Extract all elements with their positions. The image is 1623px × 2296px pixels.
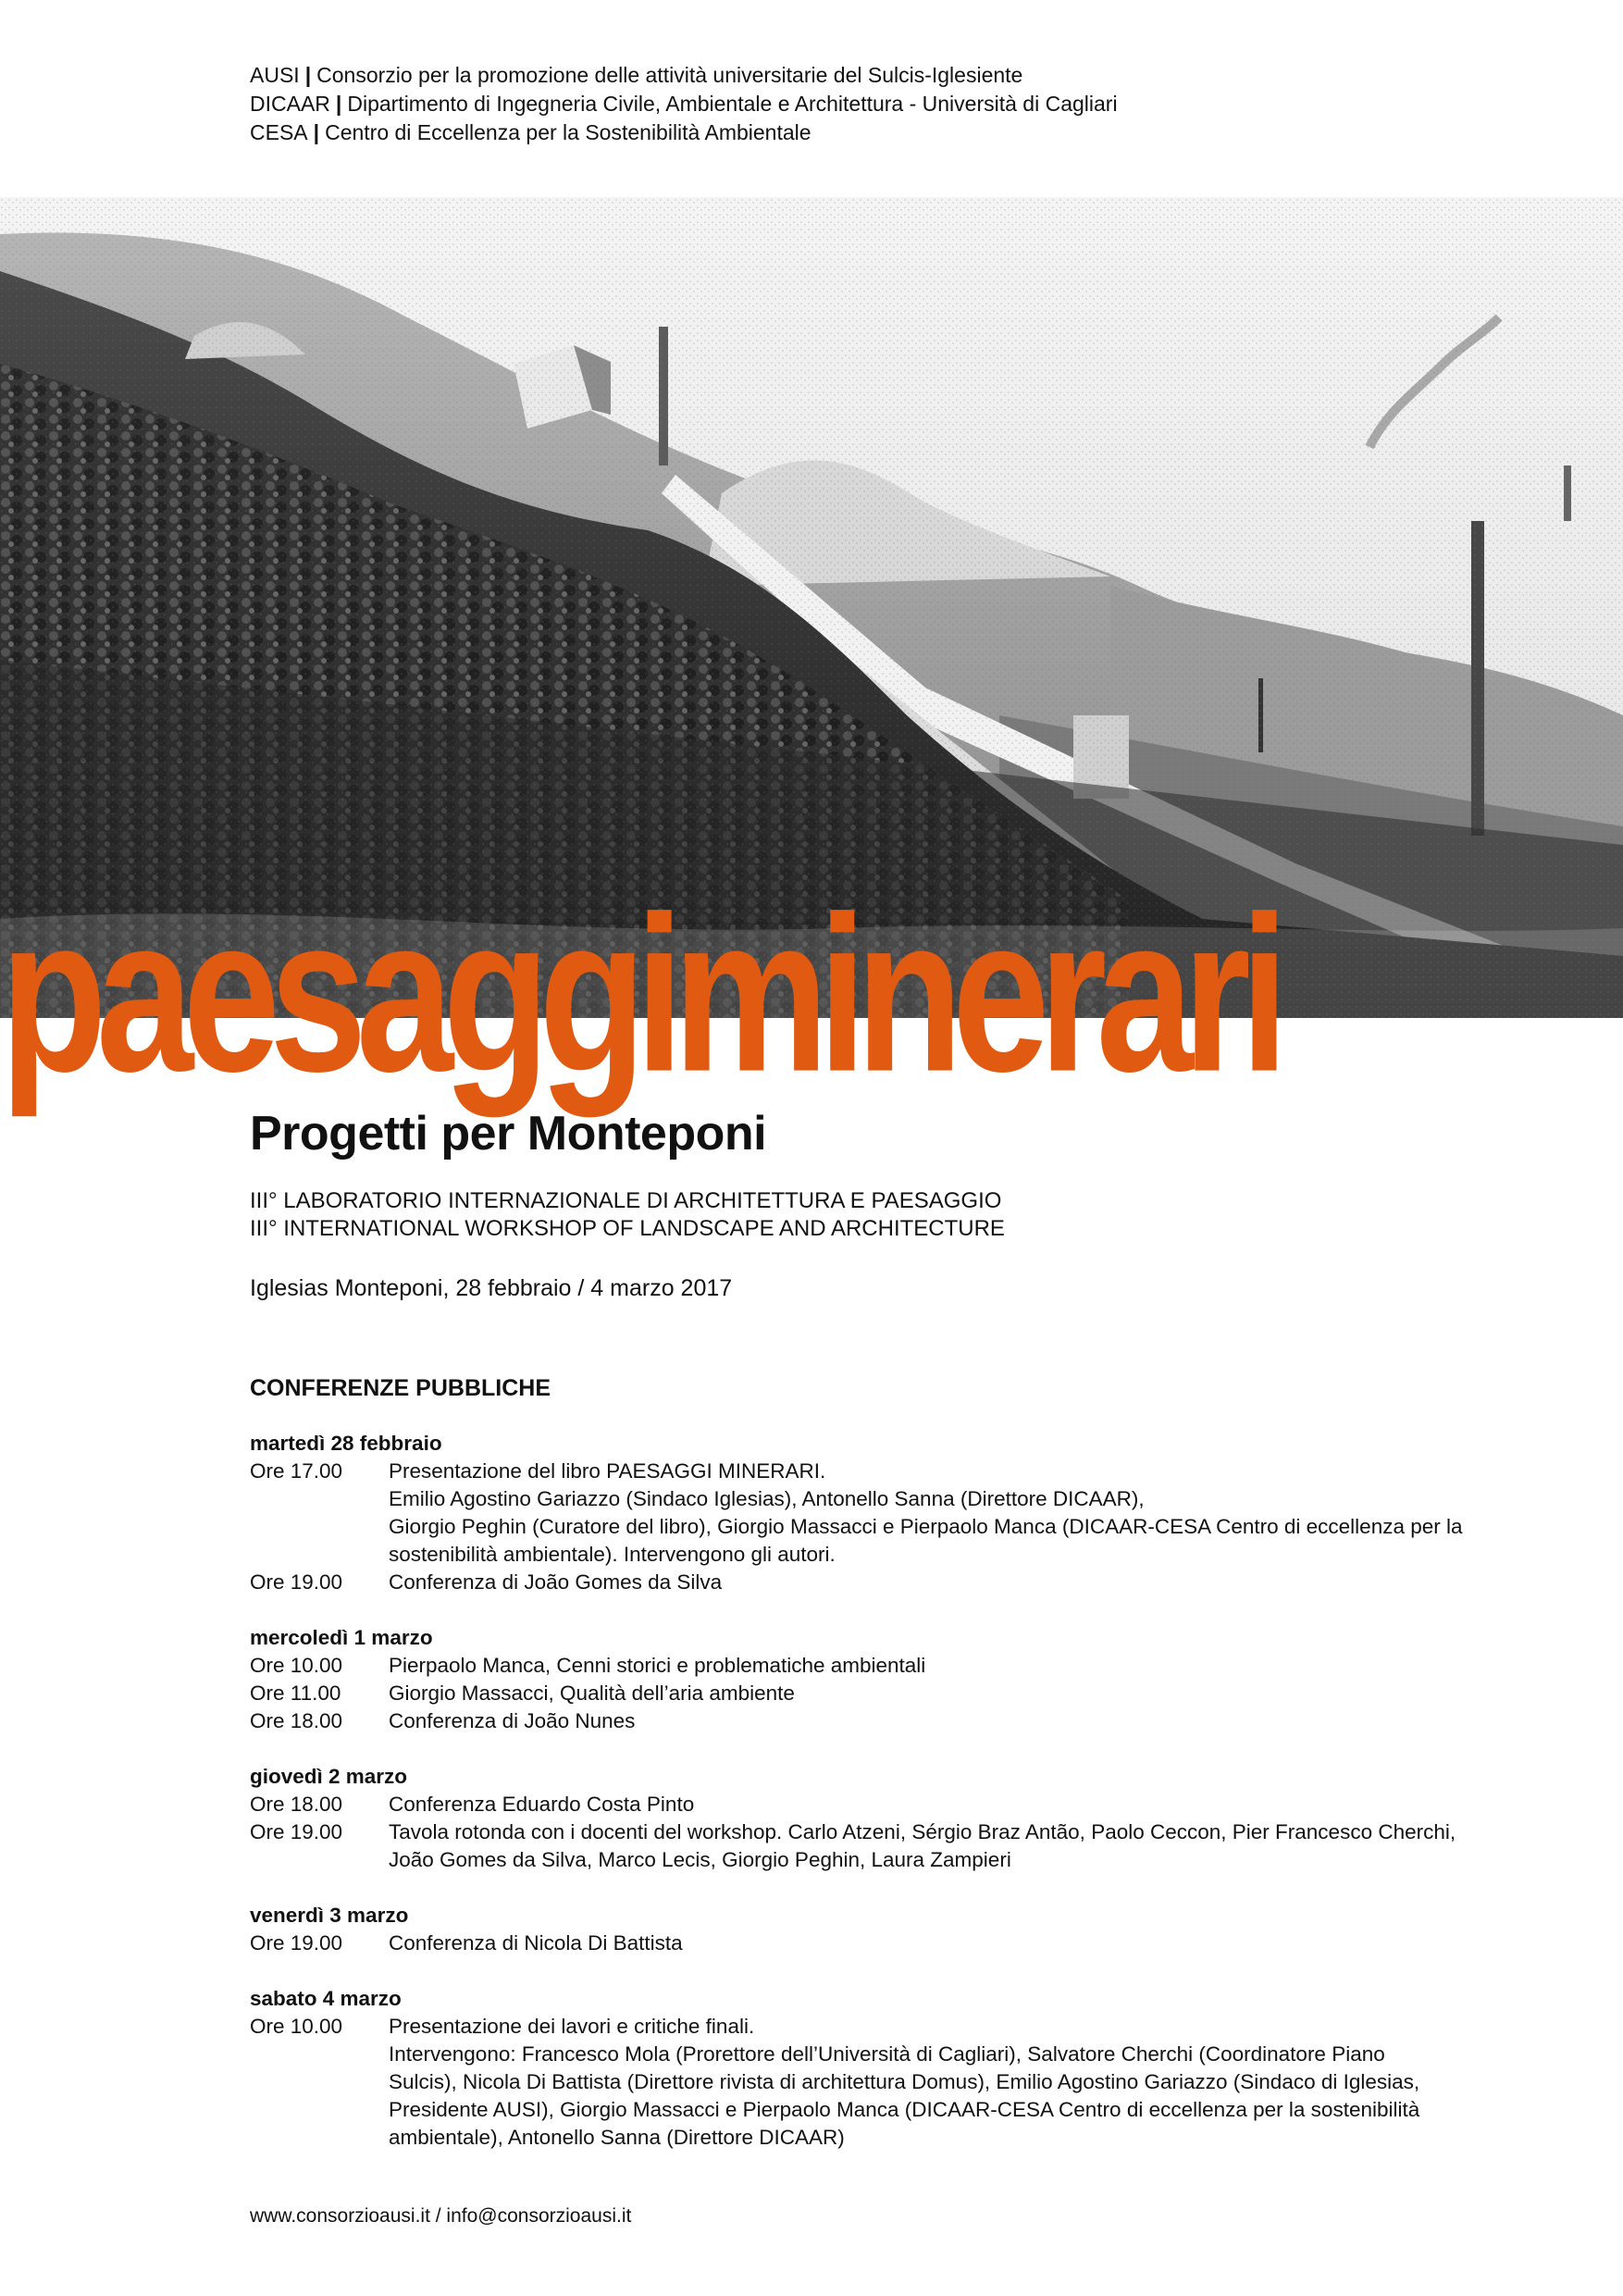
header-separator: | <box>335 92 342 116</box>
event-description <box>389 1930 1527 1957</box>
schedule-event <box>250 1458 1527 1569</box>
main-title: paesaggiminerari <box>0 871 1279 1119</box>
event-line: Presentazione dei lavori e critiche finali. <box>389 2015 755 2038</box>
contact-footer[interactable]: www.consorzioausi.it / info@consorzioausi.it <box>250 2205 632 2227</box>
schedule-day <box>250 1902 1527 1957</box>
schedule-day <box>250 1763 1527 1874</box>
event-description <box>389 1652 1527 1680</box>
day-name: martedì 28 febbraio <box>250 1432 442 1455</box>
day-name: mercoledì 1 marzo <box>250 1626 433 1649</box>
event-line: Presentazione del libro PAESAGGI MINERARI. <box>389 1459 826 1483</box>
schedule-event <box>250 1680 1527 1707</box>
schedule-event <box>250 1707 1527 1735</box>
header-name: Consorzio per la promozione delle attività universitarie del Sulcis-Iglesiente <box>316 63 1023 87</box>
day-name: giovedì 2 marzo <box>250 1765 408 1788</box>
event-line: Intervengono: Francesco Mola (Prorettore dell’Università di Cagliari), Salvatore Cherchi (Coordinatore Piano <box>389 2042 1385 2066</box>
workshop-title-italian: III° LABORATORIO INTERNAZIONALE DI ARCHITETTURA E PAESAGGIO <box>250 1188 1002 1213</box>
event-line: Conferenza di João Gomes da Silva <box>389 1570 723 1594</box>
event-description <box>389 2013 1527 2152</box>
schedule-event <box>250 1930 1527 1957</box>
event-description <box>389 1680 1527 1707</box>
header-abbr: AUSI <box>250 63 300 87</box>
workshop-description <box>250 1187 1005 1243</box>
event-line: Conferenza Eduardo Costa Pinto <box>389 1793 695 1816</box>
event-description <box>389 1791 1527 1818</box>
event-time: Ore 17.00 <box>250 1459 343 1483</box>
header-name: Centro di Eccellenza per la Sostenibilità Ambientale <box>325 120 812 144</box>
event-time: Ore 19.00 <box>250 1820 343 1843</box>
event-line: Conferenza di Nicola Di Battista <box>389 1931 683 1955</box>
event-time: Ore 10.00 <box>250 1654 343 1677</box>
event-line: Sulcis), Nicola Di Battista (Direttore rivista di architettura Domus), Emilio Agostino Gariazzo (Sindaco di Iglesias, <box>389 2070 1420 2093</box>
event-description <box>389 1818 1527 1874</box>
conferences-heading: CONFERENZE PUBBLICHE <box>250 1375 551 1401</box>
header-separator: | <box>313 120 320 144</box>
event-line: Conferenza di João Nunes <box>389 1709 636 1732</box>
event-description <box>389 1707 1527 1735</box>
conference-schedule <box>250 1430 1527 2179</box>
subtitle: Progetti per Monteponi <box>250 1107 767 1160</box>
header-name: Dipartimento di Ingegneria Civile, Ambientale e Architettura - Università di Cagliari <box>347 92 1118 116</box>
header-line-ausi <box>250 61 1118 90</box>
schedule-day <box>250 1985 1527 2152</box>
place-and-date: Iglesias Monteponi, 28 febbraio / 4 marzo 2017 <box>250 1275 733 1301</box>
schedule-day <box>250 1430 1527 1596</box>
workshop-title-english: III° INTERNATIONAL WORKSHOP OF LANDSCAPE AND ARCHITECTURE <box>250 1216 1005 1241</box>
header-line-dicaar <box>250 90 1118 118</box>
schedule-event <box>250 1569 1527 1596</box>
day-name: venerdì 3 marzo <box>250 1904 409 1927</box>
event-time: Ore 11.00 <box>250 1682 341 1705</box>
day-name: sabato 4 marzo <box>250 1987 402 2010</box>
event-time: Ore 18.00 <box>250 1793 343 1816</box>
event-line: Giorgio Massacci, Qualità dell’aria ambiente <box>389 1682 795 1705</box>
header-separator: | <box>304 63 312 87</box>
event-line: Tavola rotonda con i docenti del workshop. Carlo Atzeni, Sérgio Braz Antão, Paolo Ceccon, Pier Francesco Cherchi, <box>389 1820 1456 1843</box>
header-abbr: CESA <box>250 120 308 144</box>
event-line: Presidente AUSI), Giorgio Massacci e Pierpaolo Manca (DICAAR-CESA Centro di eccellenza per la sostenibilità <box>389 2098 1420 2121</box>
event-time: Ore 18.00 <box>250 1709 343 1732</box>
event-description <box>389 1569 1527 1596</box>
event-time: Ore 19.00 <box>250 1570 343 1594</box>
event-line: sostenibilità ambientale). Intervengono gli autori. <box>389 1543 836 1566</box>
header-abbr: DICAAR <box>250 92 330 116</box>
event-line: ambientale), Antonello Sanna (Direttore DICAAR) <box>389 2126 845 2149</box>
event-line: Pierpaolo Manca, Cenni storici e problematiche ambientali <box>389 1654 926 1677</box>
header-line-cesa <box>250 118 1118 147</box>
schedule-event <box>250 1652 1527 1680</box>
schedule-event <box>250 2013 1527 2152</box>
institution-header <box>250 61 1118 147</box>
schedule-event <box>250 1791 1527 1818</box>
event-line: João Gomes da Silva, Marco Lecis, Giorgio Peghin, Laura Zampieri <box>389 1848 1011 1871</box>
event-line: Emilio Agostino Gariazzo (Sindaco Iglesias), Antonello Sanna (Direttore DICAAR), <box>389 1487 1145 1510</box>
event-line: Giorgio Peghin (Curatore del libro), Giorgio Massacci e Pierpaolo Manca (DICAAR-CESA Centro di eccellenza per la <box>389 1515 1463 1538</box>
event-description <box>389 1458 1527 1569</box>
event-time: Ore 10.00 <box>250 2015 343 2038</box>
event-time: Ore 19.00 <box>250 1931 343 1955</box>
schedule-day <box>250 1624 1527 1735</box>
schedule-event <box>250 1818 1527 1874</box>
